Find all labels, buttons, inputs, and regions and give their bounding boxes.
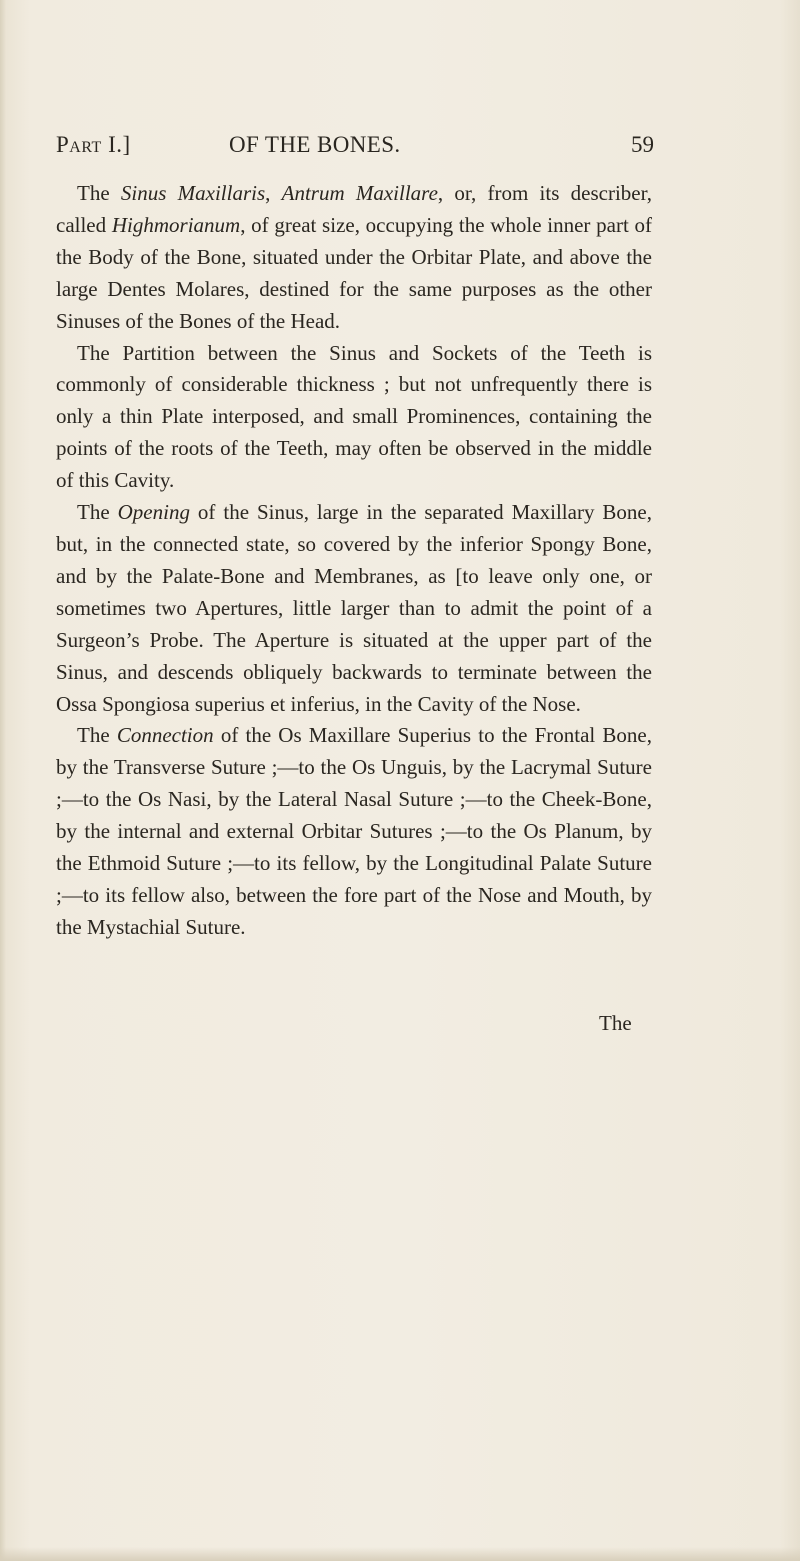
italic-term: Highmorianum	[111, 212, 241, 237]
page-binding-edge	[0, 0, 6, 1561]
header-title: OF THE BONES.	[229, 132, 401, 157]
text-run: ,	[265, 181, 282, 205]
page-bottom-edge	[0, 1547, 800, 1561]
italic-term: Opening	[117, 500, 190, 525]
italic-term: Antrum Maxillare	[281, 181, 438, 205]
paragraph	[56, 720, 652, 943]
body-text	[56, 178, 652, 944]
text-run: , of great size, occupying the whole inner part of the Body of the Bone, situated under the Orbitar Plate, and above the large Dentes Molares, destined for the same purposes as the other Sinuses of the Bones of the Head.	[56, 212, 652, 333]
text-run: , or, from its describer, called	[56, 181, 652, 237]
text-run: The	[77, 723, 117, 748]
page-number: 59	[631, 132, 654, 157]
paragraph	[56, 178, 652, 338]
header-part: Part I.]	[56, 132, 131, 157]
text-run: The	[77, 500, 118, 525]
running-header	[56, 132, 656, 168]
text-run: The	[77, 181, 121, 205]
paragraph	[56, 497, 652, 720]
text-run: of the Sinus, large in the separated Maxillary Bone, but, in the connected state, so covered by the inferior Spongy Bone, and by the Palate-Bone and Membranes, as [to leave only one, or sometimes two Apertures, little larger than to admit the point of a Surgeon’s Probe. The Aperture is situated at the upper part of the Sinus, and descends obliquely backwards to terminate between the Ossa Spongiosa superius et inferius, in the Cavity of the Nose.	[56, 500, 652, 716]
catchword: The	[599, 1011, 632, 1035]
text-run: The Partition between the Sinus and Sockets of the Teeth is commonly of considerable thickness ; but not unfrequently there is only a thin Plate interposed, and small Prominences, containing the points of the roots of the Teeth, may often be observed in the middle of this Cavity.	[56, 340, 652, 493]
paragraph	[56, 338, 652, 498]
italic-term: Sinus Maxillaris	[120, 181, 266, 205]
text-run: of the Os Maxillare Superius to the Frontal Bone, by the Transverse Suture ;—to the Os Unguis, by the Lacrymal Suture ;—to the Os Nasi, by the Lateral Nasal Suture ;—to the Cheek-Bone, by the internal and external Orbitar Sutures ;—to the Os Planum, by the Ethmoid Suture ;—to its fellow, by the Longitudinal Palate Suture ;—to its fellow also, between the fore part of the Nose and Mouth, by the Mystachial Suture.	[56, 723, 652, 939]
italic-term: Connection	[116, 723, 214, 748]
